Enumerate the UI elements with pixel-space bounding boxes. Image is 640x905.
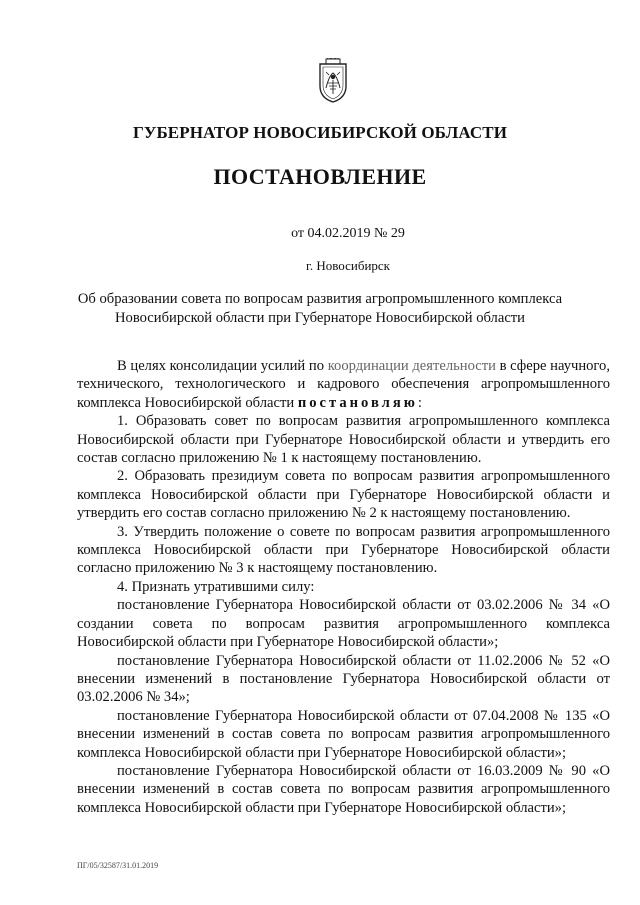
repealed-item-1: постановление Губернатора Новосибирской области от 03.02.2006 № 34 «О создании совета по вопросам развития агропромышленного комплекса Новосибирской области при Губернаторе Новосибирской области»;: [77, 597, 610, 651]
repealed-item-2: постановление Губернатора Новосибирской области от 11.02.2006 № 52 «О внесении изменений в постановление Губернатора Новосибирской области от 03.02.2006 № 34»;: [77, 652, 610, 706]
intro-text-a: В целях консолидации усилий по: [117, 358, 328, 374]
item-4-paragraph: 4. Признать утратившими силу:: [117, 578, 315, 595]
document-body: [77, 357, 610, 817]
intro-paragraph: [77, 357, 610, 412]
subject-line-2: Новосибирской области при Губернаторе Новосибирской области: [115, 310, 525, 326]
item-2-paragraph: 2. Образовать президиум совета по вопросам развития агропромышленного комплекса Новосибирской области при Губернаторе Новосибирской области и утвердить его состав согласно приложению № 2 к настоящему постановлению.: [77, 468, 610, 522]
document-city: г. Новосибирск: [305, 258, 390, 273]
intro-text-b: в сфере научного, технического, технологического и кадрового обеспечения агропромышленного комплекса Новосибирской области: [77, 358, 610, 411]
document-type: ПОСТАНОВЛЕНИЕ: [213, 164, 427, 189]
document-date-number: от 04.02.2019 № 29: [291, 226, 405, 241]
resolve-word: постановляю: [297, 394, 418, 411]
repealed-item-4: постановление Губернатора Новосибирской области от 16.03.2009 № 90 «О внесении изменений в состав совета по вопросам развития агропромышленного комплекса Новосибирской области при Губернаторе Новосибирской области»;: [77, 762, 610, 816]
subject-line-1: Об образовании совета по вопросам развития агропромышленного комплекса: [77, 291, 563, 307]
coat-of-arms-icon: [316, 58, 350, 104]
document-code: ПГ/05/32587/31.01.2019: [77, 861, 159, 870]
intro-text-faint: координации деятельности: [327, 358, 496, 374]
document-subject: [0, 290, 640, 328]
item-3-paragraph: 3. Утвердить положение о совете по вопросам развития агропромышленного комплекса Новосибирской области при Губернаторе Новосибирской области согласно приложению № 3 к настоящему постановлению.: [77, 523, 610, 577]
item-1-paragraph: 1. Образовать совет по вопросам развития агропромышленного комплекса Новосибирской области при Губернаторе Новосибирской области и утвердить его состав согласно приложению № 1 к настоящему постановлению.: [77, 413, 610, 467]
issuer-title: ГУБЕРНАТОР НОВОСИБИРСКОЙ ОБЛАСТИ: [132, 123, 508, 142]
intro-text-end: :: [417, 394, 422, 411]
repealed-item-3: постановление Губернатора Новосибирской области от 07.04.2008 № 135 «О внесении изменений в состав совета по вопросам развития агропромышленного комплекса Новосибирской области при Губернаторе Новосибирской области»;: [77, 707, 610, 761]
